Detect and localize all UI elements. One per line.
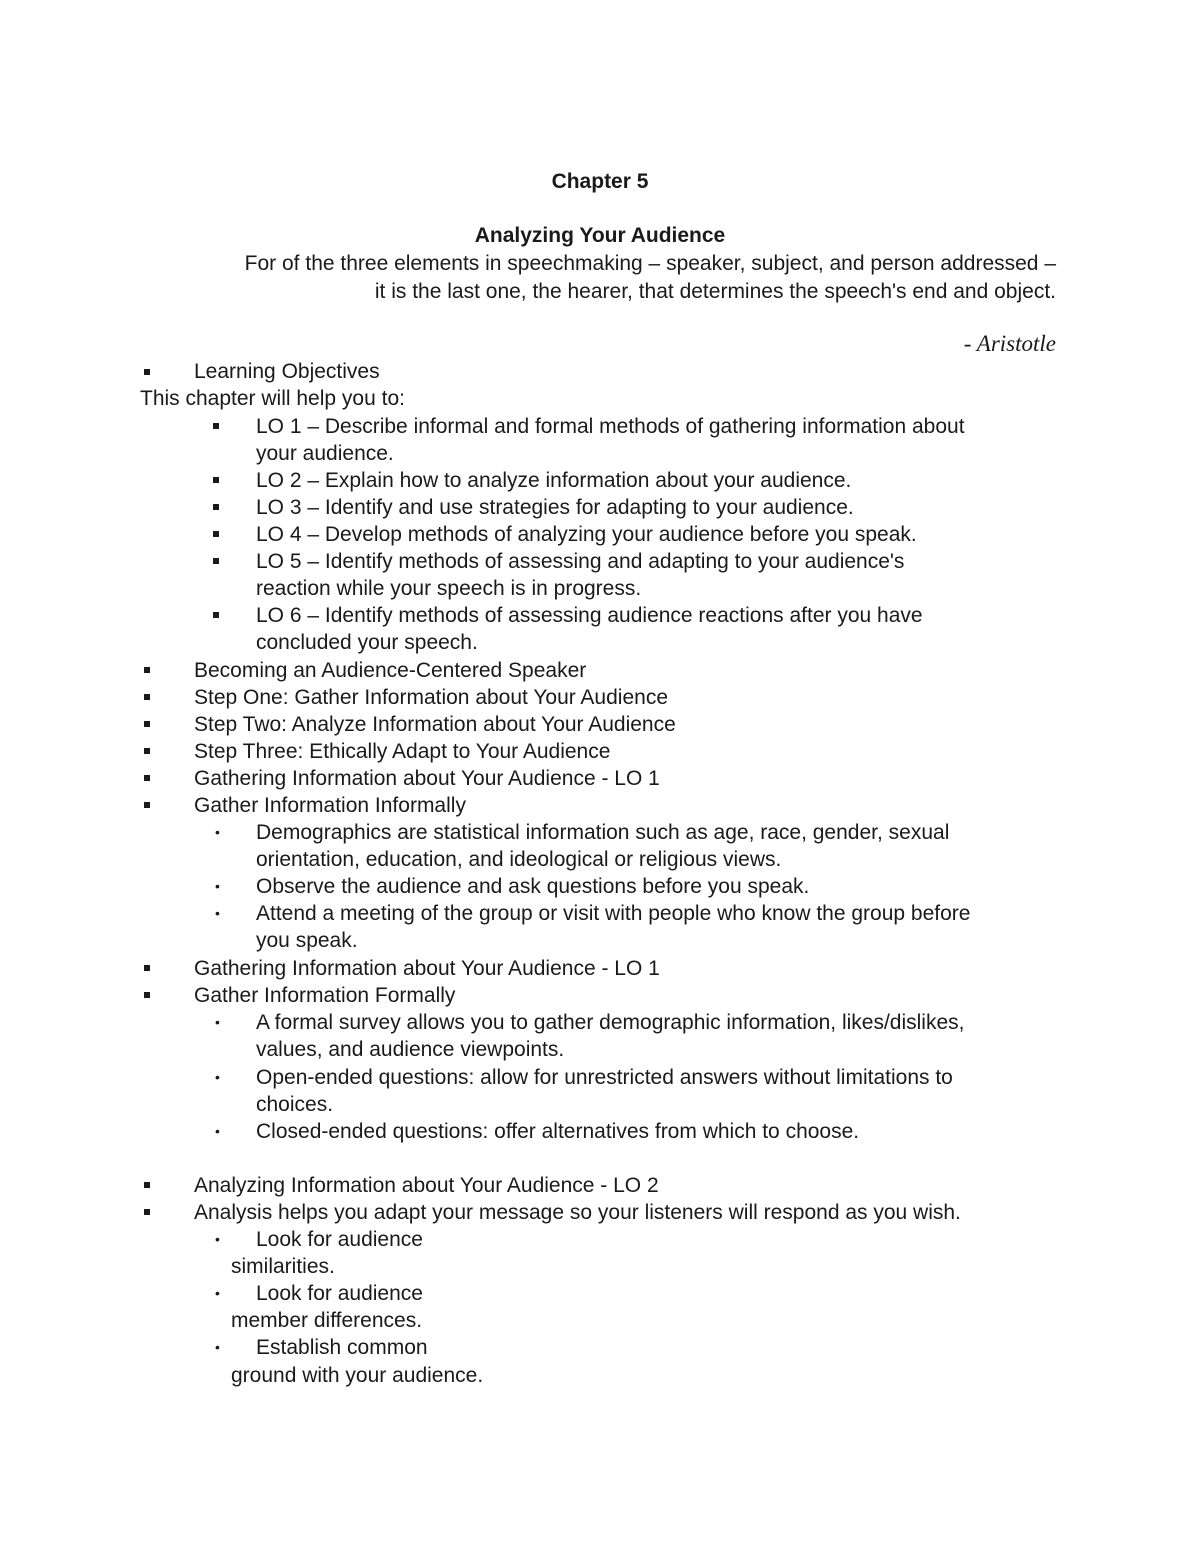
learning-intro: This chapter will help you to:: [140, 387, 405, 410]
square-bullet-icon: [144, 748, 150, 754]
topic-7: Gathering Information about Your Audience - LO 1: [194, 957, 660, 980]
informal-1-line-b: orientation, education, and ideological or religious views.: [256, 848, 782, 871]
round-bullet-icon: •: [215, 1231, 220, 1247]
square-bullet-icon: [144, 1209, 150, 1215]
formal-3: Closed-ended questions: offer alternatives from which to choose.: [256, 1120, 860, 1143]
square-bullet-icon: [144, 992, 150, 998]
lo-3: LO 3 – Identify and use strategies for adapting to your audience.: [256, 496, 854, 519]
square-bullet-icon: [144, 775, 150, 781]
square-bullet-icon: [144, 667, 150, 673]
topic-2: Step One: Gather Information about Your Audience: [194, 686, 668, 709]
quote-line-1: For of the three elements in speechmaking – speaker, subject, and person addressed –: [244, 252, 1056, 275]
informal-3-line-b: you speak.: [256, 929, 358, 952]
lo-6-line-b: concluded your speech.: [256, 631, 478, 654]
quote-attribution: - Aristotle: [963, 331, 1056, 356]
square-bullet-icon: [213, 531, 219, 537]
chapter-heading: Chapter 5: [551, 170, 649, 193]
topic-9: Analyzing Information about Your Audience - LO 2: [194, 1174, 659, 1197]
square-bullet-icon: [144, 369, 150, 375]
square-bullet-icon: [213, 504, 219, 510]
round-bullet-icon: •: [215, 878, 220, 894]
formal-2-line-a: Open-ended questions: allow for unrestricted answers without limitations to: [256, 1066, 953, 1089]
round-bullet-icon: •: [215, 1014, 220, 1030]
analysis-2-line-b: member differences.: [231, 1309, 423, 1332]
square-bullet-icon: [213, 477, 219, 483]
lo-6-line-a: LO 6 – Identify methods of assessing audience reactions after you have: [256, 604, 923, 627]
chapter-title: Analyzing Your Audience: [474, 224, 726, 247]
analysis-3-line-a: Establish common: [256, 1336, 428, 1359]
informal-3-line-a: Attend a meeting of the group or visit with people who know the group before: [256, 902, 971, 925]
analysis-1-line-a: Look for audience: [256, 1228, 423, 1251]
lo-2: LO 2 – Explain how to analyze information about your audience.: [256, 469, 852, 492]
lo-1-line-a: LO 1 – Describe informal and formal methods of gathering information about: [256, 415, 965, 438]
square-bullet-icon: [213, 558, 219, 564]
round-bullet-icon: •: [215, 1069, 220, 1085]
round-bullet-icon: •: [215, 1285, 220, 1301]
quote-line-2: it is the last one, the hearer, that determines the speech's end and object.: [374, 279, 1056, 303]
topic-10: Analysis helps you adapt your message so your listeners will respond as you wish.: [194, 1201, 961, 1224]
formal-1-line-b: values, and audience viewpoints.: [256, 1038, 565, 1061]
square-bullet-icon: [144, 965, 150, 971]
informal-1-line-a: Demographics are statistical information such as age, race, gender, sexual: [256, 821, 950, 844]
epigraph-quote: [140, 250, 1056, 305]
square-bullet-icon: [144, 802, 150, 808]
square-bullet-icon: [144, 1182, 150, 1188]
analysis-3-line-b: ground with your audience.: [231, 1364, 484, 1387]
topic-5: Gathering Information about Your Audience - LO 1: [194, 767, 660, 790]
topic-6: Gather Information Informally: [194, 794, 466, 817]
round-bullet-icon: •: [215, 905, 220, 921]
topic-8: Gather Information Formally: [194, 984, 456, 1007]
informal-2: Observe the audience and ask questions before you speak.: [256, 875, 810, 898]
analysis-2-line-a: Look for audience: [256, 1282, 423, 1305]
round-bullet-icon: •: [215, 824, 220, 840]
square-bullet-icon: [144, 694, 150, 700]
lo-5-line-a: LO 5 – Identify methods of assessing and adapting to your audience's: [256, 550, 905, 573]
round-bullet-icon: •: [215, 1339, 220, 1355]
learning-objectives-heading: Learning Objectives: [194, 360, 380, 383]
lo-1-line-b: your audience.: [256, 442, 394, 465]
formal-2-line-b: choices.: [256, 1093, 334, 1116]
topic-3: Step Two: Analyze Information about Your Audience: [194, 713, 676, 736]
round-bullet-icon: •: [215, 1123, 220, 1139]
square-bullet-icon: [213, 612, 219, 618]
square-bullet-icon: [144, 721, 150, 727]
analysis-1-line-b: similarities.: [231, 1255, 335, 1278]
topic-4: Step Three: Ethically Adapt to Your Audience: [194, 740, 611, 763]
formal-1-line-a: A formal survey allows you to gather demographic information, likes/dislikes,: [256, 1011, 965, 1034]
lo-4: LO 4 – Develop methods of analyzing your audience before you speak.: [256, 523, 917, 546]
square-bullet-icon: [213, 423, 219, 429]
topic-1: Becoming an Audience-Centered Speaker: [194, 659, 587, 682]
lo-5-line-b: reaction while your speech is in progress.: [256, 577, 642, 600]
